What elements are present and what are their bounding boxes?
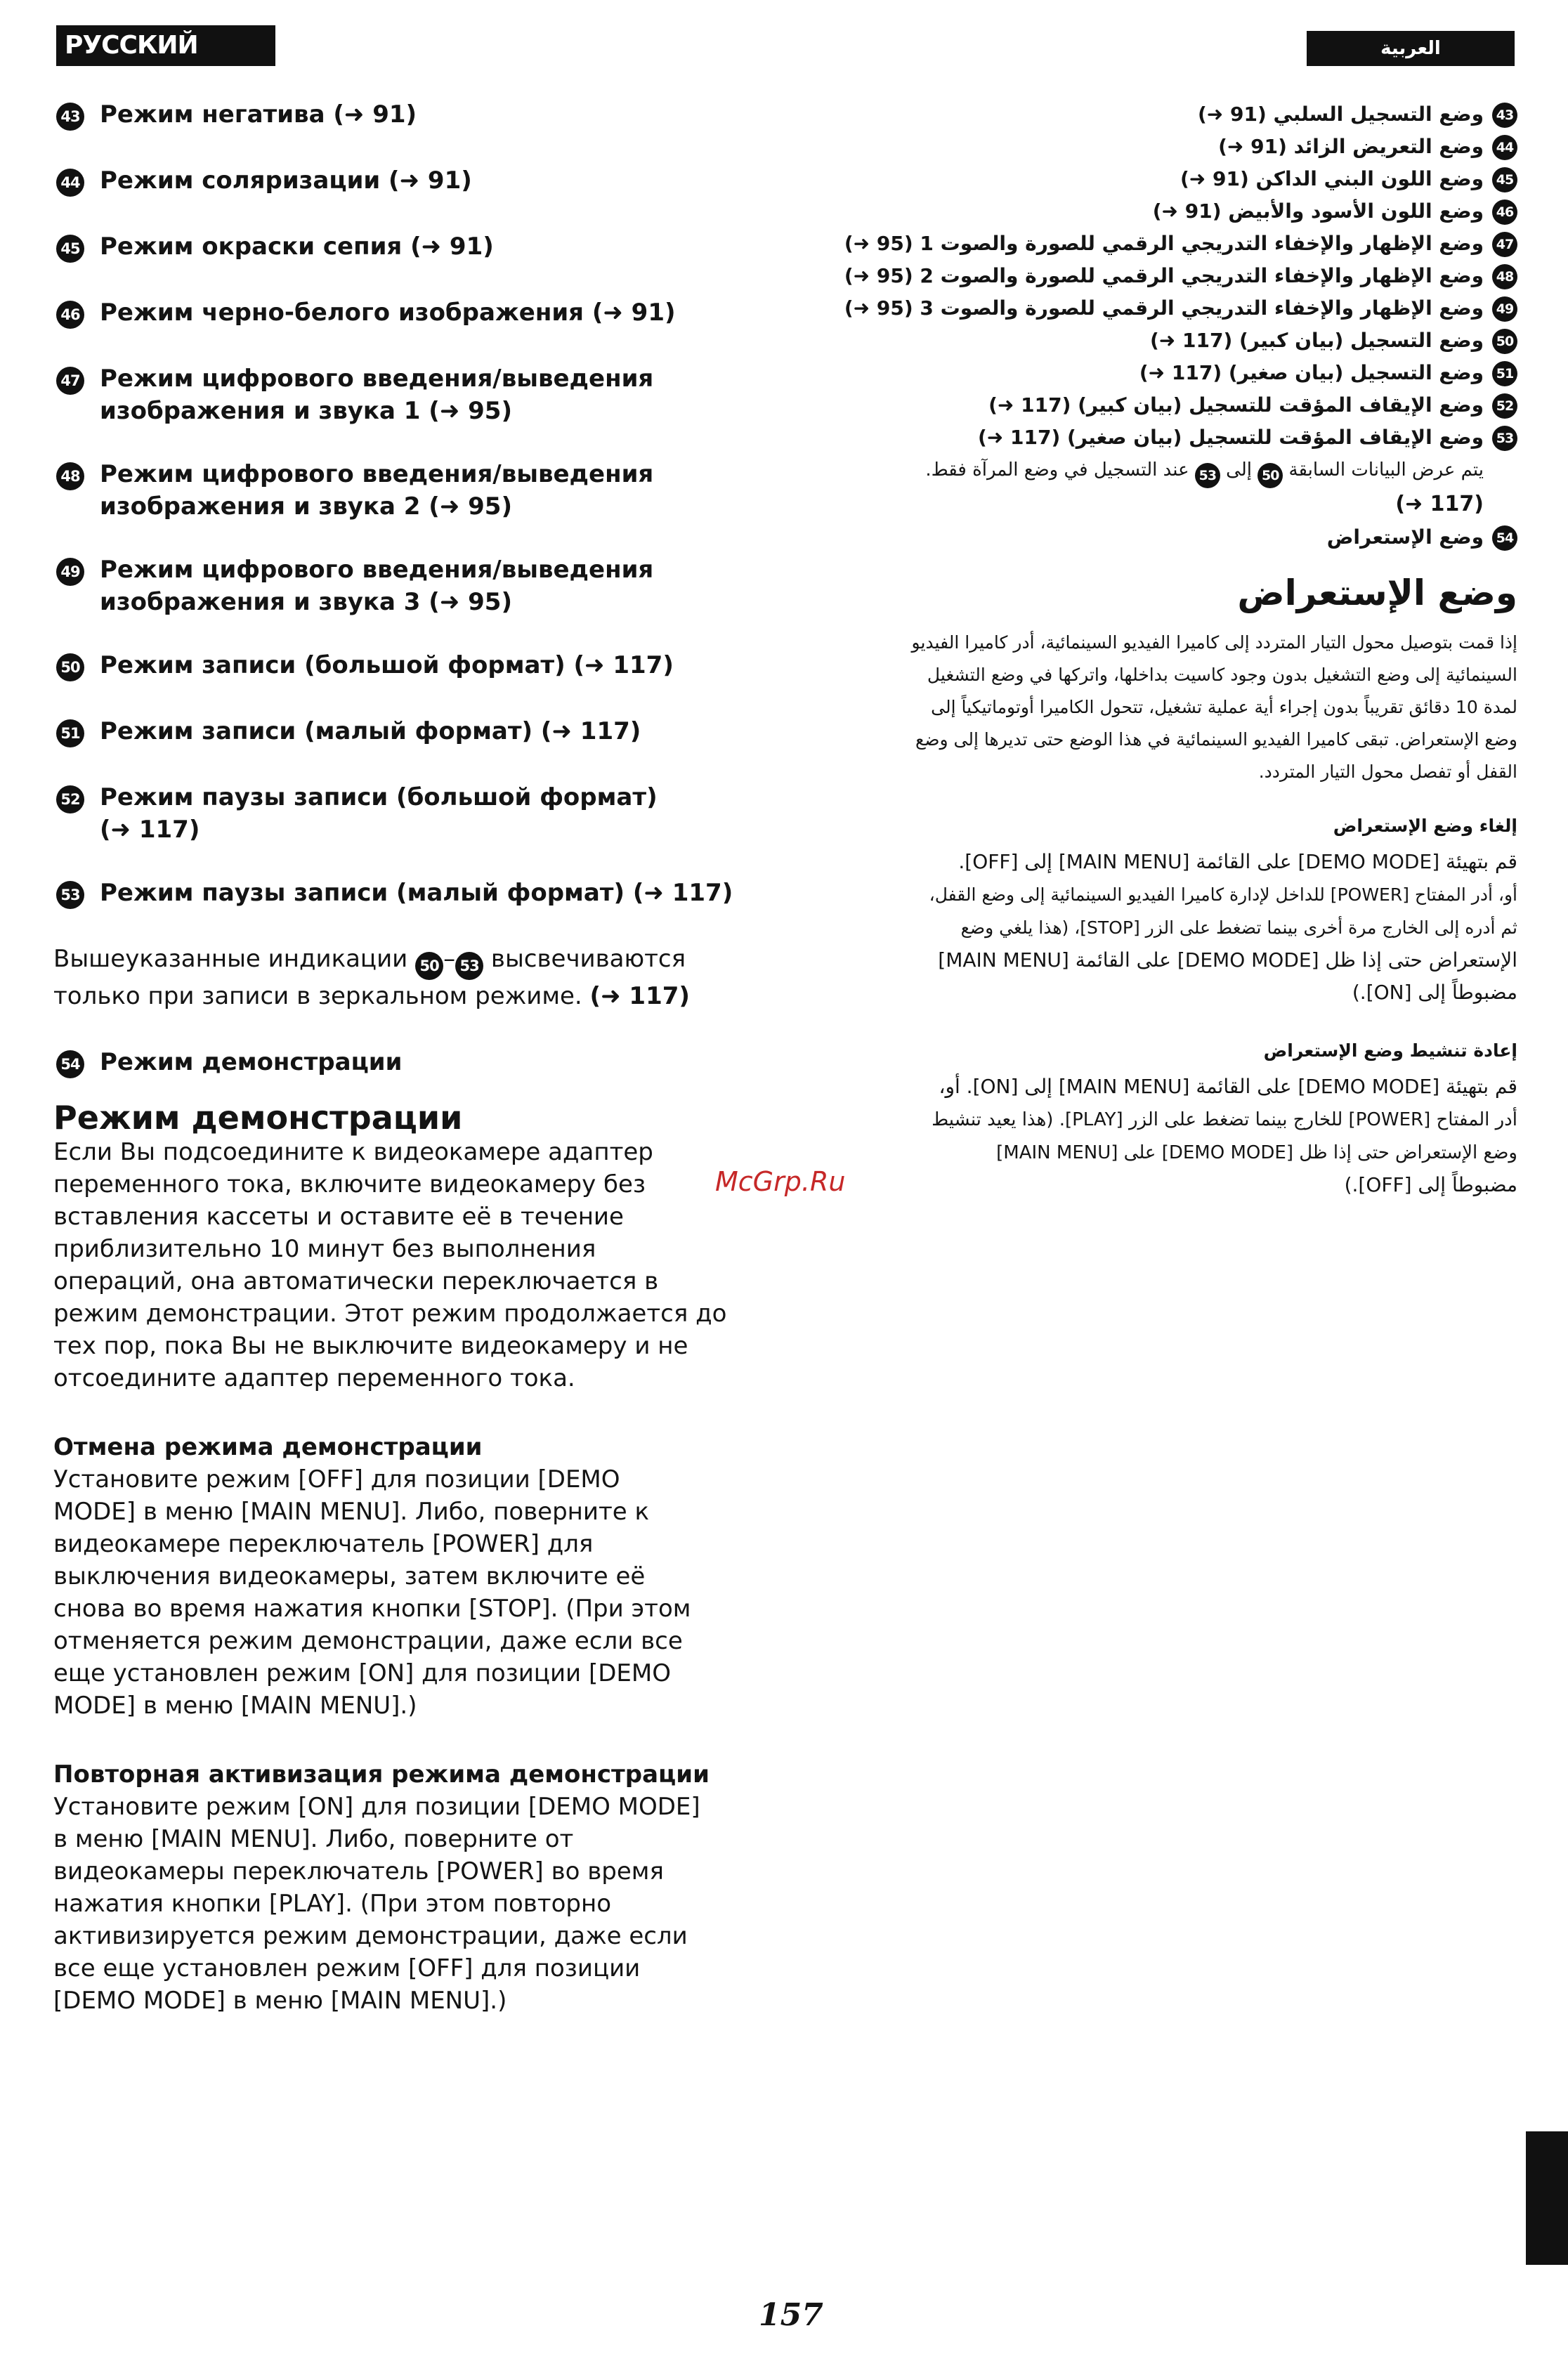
note-text: إلى [1226, 459, 1252, 481]
indication-text: وضع التسجيل (بيان كبير) (117 ➜) [1150, 329, 1484, 352]
indication-number-icon: 52 [1492, 393, 1517, 419]
indication-item [829, 389, 1517, 421]
indication-text: وضع الإظهار والإخفاء التدريجي الرقمي للصورة والصوت 3 (95 ➜) [844, 296, 1484, 320]
section-body: Если Вы подсоедините к видеокамере адаптер переменного тока, включите видеокамеру без вставления кассеты и оставите её в течение приблизительно 10 минут без выполнения операций, она автоматически переключается в режим демонстрации. Этот режим продолжается до тех пор, пока Вы не выключите видеокамеру и не отсоедините адаптер переменного тока. [53, 1138, 727, 1392]
indication-number-icon: 46 [56, 301, 84, 329]
note-text: يتم عرض البيانات السابقة [1288, 459, 1484, 481]
indication-number-icon: 54 [1492, 525, 1517, 551]
indication-text: Режим соляризации (➜ 91) [100, 166, 472, 195]
language-tab-russian: РУССКИЙ ЯЗЫК [56, 25, 275, 66]
indication-text: Режим негатива (➜ 91) [100, 100, 417, 129]
russian-column [53, 98, 735, 2017]
indication-text: وضع الإظهار والإخفاء التدريجي الرقمي للصورة والصوت 1 (95 ➜) [844, 232, 1484, 255]
indication-number-icon: 53 [1195, 463, 1220, 488]
indication-text: وضع اللون الأسود والأبيض (91 ➜) [1152, 200, 1484, 223]
indication-item [53, 230, 735, 263]
indication-text: Режим паузы записи (большой формат) [100, 783, 658, 811]
page-number: 157 [759, 2297, 823, 2333]
watermark: McGrp.Ru [715, 1166, 846, 1197]
indication-text: изображения и звука 3 (➜ 95) [100, 588, 512, 616]
reactivate-body: قم بتهيئة [DEMO MODE] على القائمة [MAIN MENU] إلى [ON]. أو، أدر المفتاح [POWER] للخارج بينما تضغط على الزر [PLAY]. (هذا يعيد تنشيط وضع الإستعراض حتى إذا ظل [DEMO MODE] على [MAIN MENU] مضبوطاً إلى [OFF].) [932, 1075, 1517, 1196]
indication-item [53, 296, 735, 329]
indication-text: وضع اللون البني الداكن (91 ➜) [1180, 167, 1484, 190]
indication-item [53, 1046, 735, 1078]
indication-text: وضع الإيقاف المؤقت للتسجيل (بيان كبير) (117 ➜) [988, 393, 1484, 417]
indication-text: Режим паузы записи (малый формат) (➜ 117) [100, 879, 733, 907]
mirror-mode-note [829, 454, 1517, 521]
indication-number-icon: 45 [1492, 167, 1517, 192]
indication-item [829, 195, 1517, 228]
indication-item [53, 458, 735, 523]
indication-number-icon: 48 [56, 462, 84, 490]
indication-item [829, 131, 1517, 163]
indication-number-icon: 51 [1492, 361, 1517, 386]
indication-number-icon: 44 [1492, 135, 1517, 160]
indication-text: (➜ 117) [100, 816, 200, 844]
indication-item [829, 325, 1517, 357]
note-reference: (➜ 117) [589, 982, 690, 1010]
indication-text: Режим цифрового введения/выведения [100, 365, 654, 393]
indication-text: وضع الإظهار والإخفاء التدريجي الرقمي للصورة والصوت 2 (95 ➜) [844, 264, 1484, 287]
note-text: только при записи в зеркальном режиме. [53, 982, 582, 1010]
indication-item [53, 98, 735, 131]
indication-number-icon: 46 [1492, 200, 1517, 225]
indication-text: وضع التسجيل السلبي (91 ➜) [1197, 103, 1484, 126]
indication-number-icon: 51 [56, 719, 84, 747]
indication-item [53, 554, 735, 618]
indication-number-icon: 53 [455, 952, 483, 980]
indication-number-icon: 45 [56, 235, 84, 263]
language-tab-arabic: العربية [1307, 31, 1515, 66]
indication-item [53, 781, 735, 846]
note-text: Вышеуказанные индикации [53, 945, 408, 973]
indication-text: وضع التسجيل (بيان صغير) (117 ➜) [1139, 361, 1484, 384]
indication-number-icon: 53 [56, 881, 84, 909]
indication-number-icon: 53 [1492, 426, 1517, 451]
indication-item [829, 228, 1517, 260]
indication-text: изображения и звука 1 (➜ 95) [100, 397, 512, 425]
indication-number-icon: 49 [56, 558, 84, 586]
indication-number-icon: 50 [415, 952, 443, 980]
note-text: عند التسجيل في وضع المرآة فقط. [925, 459, 1189, 481]
indication-number-icon: 52 [56, 785, 84, 813]
indication-item [829, 357, 1517, 389]
indication-text: Режим окраски сепия (➜ 91) [100, 233, 494, 261]
reactivate-body: Установите режим [ON] для позиции [DEMO MODE] в меню [MAIN MENU]. Либо, поверните от видеокамеры переключатель [POWER] во время нажатия кнопки [PLAY]. (При этом повторно активизируется режим демонстрации, даже если все еще установлен режим [OFF] для позиции [DEMO MODE] в меню [MAIN MENU].) [53, 1793, 700, 2015]
reactivate-subtitle: Повторная активизация режима демонстрации [53, 1760, 710, 1789]
indication-number-icon: 54 [56, 1050, 84, 1078]
cancel-subtitle: Отмена режима демонстрации [53, 1433, 483, 1461]
indication-item [829, 421, 1517, 454]
indication-number-icon: 50 [1492, 329, 1517, 354]
section-body: إذا قمت بتوصيل محول التيار المتردد إلى كاميرا الفيديو السينمائية، أدر كاميرا الفيديو السينمائية إلى وضع التشغيل بدون وجود كاسيت بداخلها، واتركها في وضع التشغيل لمدة 10 دقائق تقريباً بدون إجراء أية عملية تشغيل، تتحول الكاميرا أوتوماتيكياً إلى وضع الإستعراض. تبقى كاميرا الفيديو السينمائية في هذا الوضع حتى تديرها إلى وضع القفل أو تفصل محول التيار المتردد. [911, 632, 1517, 782]
arabic-column [829, 98, 1517, 1201]
note-text: высвечиваются [490, 945, 686, 973]
indication-text: وضع الإيقاف المؤقت للتسجيل (بيان صغير) (117 ➜) [977, 426, 1484, 449]
indication-item [53, 715, 735, 747]
indication-number-icon: 44 [56, 169, 84, 197]
indication-item [53, 649, 735, 681]
cancel-body: Установите режим [OFF] для позиции [DEMO MODE] в меню [MAIN MENU]. Либо, поверните к видеокамере переключатель [POWER] для выключения видеокамеры, затем включите её снова во время нажатия кнопки [STOP]. (При этом отменяется режим демонстрации, даже если все еще установлен режим [ON] для позиции [DEMO MODE] в меню [MAIN MENU].) [53, 1465, 691, 1720]
indication-number-icon: 48 [1492, 264, 1517, 289]
indication-text: وضع التعريض الزائد (91 ➜) [1218, 135, 1484, 158]
section-title: وضع الإستعراض [1237, 573, 1517, 613]
cancel-body: قم بتهيئة [DEMO MODE] على القائمة [MAIN MENU] إلى [OFF]. أو، أدر المفتاح [POWER] للداخل لإدارة كاميرا الفيديو السينمائية إلى وضع القفل، ثم أدره إلى الخارج مرة أخرى بينما تضغط على الزر [STOP]، (هذا يلغي وضع الإستعراض حتى إذا ظل [DEMO MODE] على القائمة [MAIN MENU] مضبوطاً إلى [ON].) [929, 850, 1517, 1004]
indication-number-icon: 50 [56, 653, 84, 681]
mirror-mode-note [53, 943, 735, 1012]
cancel-subtitle: إلغاء وضع الإستعراض [1333, 816, 1517, 836]
indication-text: Режим демонстрации [100, 1048, 403, 1076]
note-reference: (117 ➜) [1395, 492, 1484, 516]
note-dash: – [443, 945, 456, 973]
page-thumb-tab [1526, 2131, 1568, 2265]
indication-number-icon: 47 [56, 367, 84, 395]
indication-item [829, 521, 1517, 554]
indication-text: Режим записи (большой формат) (➜ 117) [100, 651, 674, 679]
indication-item [53, 362, 735, 427]
indication-text: Режим черно-белого изображения (➜ 91) [100, 299, 676, 327]
section-title: Режим демонстрации [53, 1099, 463, 1137]
indication-number-icon: 43 [1492, 103, 1517, 128]
indication-item [53, 164, 735, 197]
indication-number-icon: 50 [1257, 463, 1283, 488]
indication-text: Режим записи (малый формат) (➜ 117) [100, 717, 641, 745]
indication-item [829, 292, 1517, 325]
indication-text: Режим цифрового введения/выведения [100, 460, 654, 488]
indication-number-icon: 47 [1492, 232, 1517, 257]
indication-number-icon: 43 [56, 103, 84, 131]
indication-text: Режим цифрового введения/выведения [100, 556, 654, 584]
indication-number-icon: 49 [1492, 296, 1517, 322]
indication-item [53, 877, 735, 909]
indication-item [829, 163, 1517, 195]
indication-text: وضع الإستعراض [1326, 525, 1484, 549]
indication-text: изображения и звука 2 (➜ 95) [100, 492, 512, 521]
indication-item [829, 98, 1517, 131]
indication-item [829, 260, 1517, 292]
reactivate-subtitle: إعادة تنشيط وضع الإستعراض [1263, 1040, 1517, 1061]
